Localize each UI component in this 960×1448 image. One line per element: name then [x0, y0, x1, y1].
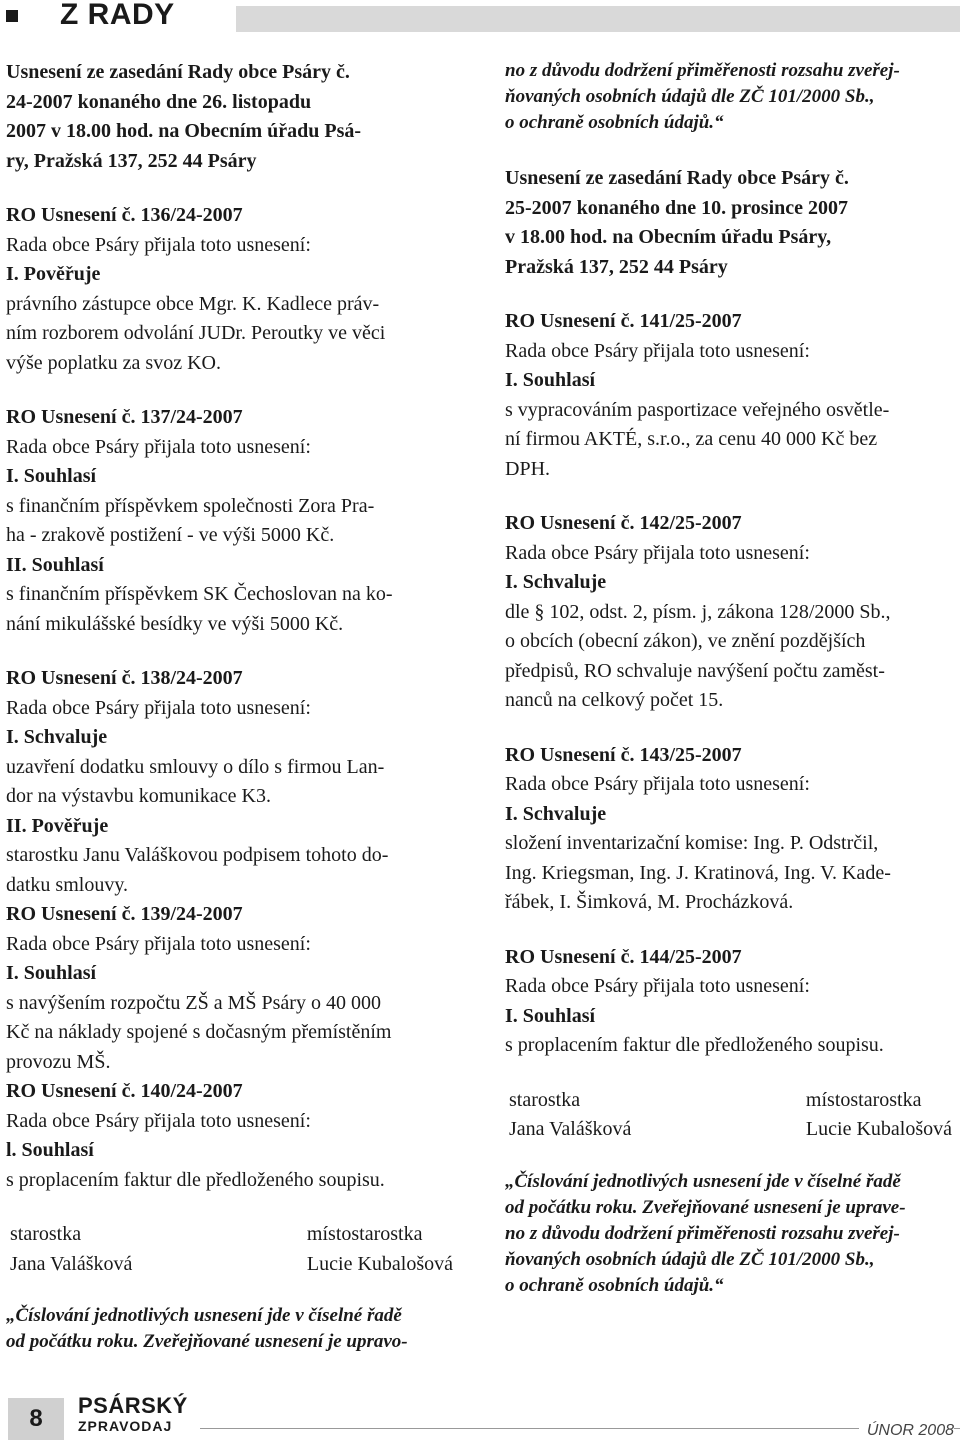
signature-deputy: [806, 1086, 952, 1145]
signature-role: starostka: [10, 1223, 82, 1245]
text-line: 2007 v 18.00 hod. na Obecním úřadu Psá-: [6, 120, 362, 142]
text-line: výše poplatku za svoz KO.: [6, 351, 221, 374]
numbering-note: [6, 1303, 461, 1355]
signature-mayor: [10, 1220, 132, 1279]
resolution-140: [6, 1077, 461, 1195]
text-line: s proplacením faktur dle předloženého soupisu.: [505, 1034, 884, 1056]
signature-role: starostka: [509, 1088, 581, 1111]
resolution-point-title: II. Pověřuje: [6, 814, 109, 837]
resolution-heading: RO Usnesení č. 143/25-2007: [505, 743, 742, 766]
resolution-point-title: I. Souhlasí: [6, 465, 97, 487]
text-line: s proplacením faktur dle předloženého soupisu.: [6, 1168, 385, 1191]
text-line: ní firmou AKTÉ, s.r.o., za cenu 40 000 Kč bez: [505, 428, 878, 450]
text-line: Usnesení ze zasedání Rady obce Psáry č.: [505, 167, 849, 189]
numbering-note: [505, 1169, 960, 1299]
section-header: [0, 0, 960, 40]
text-line: Ing. Kriegsman, Ing. J. Kratinová, Ing. V. Kade-: [505, 861, 891, 884]
text-line: ry, Pražská 137, 252 44 Psáry: [6, 149, 257, 172]
text-line: DPH.: [505, 457, 551, 480]
text-line: s finančním příspěvkem SK Čechoslovan na ko-: [6, 583, 393, 605]
text-line: „Číslování jednotlivých usnesení jde v číselné řadě: [505, 1170, 901, 1192]
footer-divider: [200, 1428, 960, 1429]
resolution-143: [505, 741, 960, 918]
resolution-intro: Rada obce Psáry přijala toto usnesení:: [505, 975, 810, 997]
resolution-139: [6, 900, 461, 1077]
text-line: předpisů, RO schvaluje navýšení počtu zaměst-: [505, 659, 885, 682]
resolution-144: [505, 943, 960, 1061]
text-line: v 18.00 hod. na Obecním úřadu Psáry,: [505, 226, 832, 248]
resolution-137: [6, 403, 461, 639]
resolution-141: [505, 307, 960, 484]
signature-role: místostarostka: [805, 1088, 922, 1111]
signature-name: Jana Valášková: [10, 1252, 133, 1275]
resolution-intro: Rada obce Psáry přijala toto usnesení:: [6, 932, 311, 955]
resolution-intro: Rada obce Psáry přijala toto usnesení:: [6, 233, 311, 256]
signature-role: místostarostka: [306, 1223, 423, 1245]
text-line: s navýšením rozpočtu ZŠ a MŠ Psáry o 40 000: [6, 991, 381, 1014]
resolution-point-title: I. Pověřuje: [6, 263, 101, 285]
text-line: dle § 102, odst. 2, písm. j, zákona 128/2000 Sb.,: [505, 600, 891, 623]
resolution-point-title: I. Souhlasí: [6, 962, 97, 984]
logo-line-2: ZPRAVODAJ: [78, 1418, 173, 1434]
resolution-heading: RO Usnesení č. 140/24-2007: [6, 1080, 243, 1102]
header-bar: [236, 6, 960, 32]
newsletter-logo: [78, 1394, 188, 1434]
resolution-heading: RO Usnesení č. 141/25-2007: [505, 310, 742, 332]
text-line: no z důvodu dodržení přiměřenosti rozsahu zveřej-: [505, 60, 900, 81]
resolution-heading: RO Usnesení č. 139/24-2007: [6, 903, 243, 925]
text-line: o obcích (obecní zákon), ve znění pozdějších: [505, 630, 866, 652]
text-line: s finančním příspěvkem společnosti Zora Pra-: [6, 494, 375, 517]
text-line: právního zástupce obce Mgr. K. Kadlece práv-: [6, 292, 380, 315]
resolution-142: [505, 509, 960, 716]
resolution-intro: Rada obce Psáry přijala toto usnesení:: [505, 773, 810, 795]
signature-block: [505, 1086, 960, 1145]
section-title: Z RADY: [60, 0, 175, 31]
resolution-intro: Rada obce Psáry přijala toto usnesení:: [505, 541, 810, 564]
header-square-marker: [6, 10, 18, 22]
text-line: ňovaných osobních údajů dle ZČ 101/2000 Sb.,: [505, 1248, 875, 1270]
numbering-note-continued: [505, 58, 960, 136]
text-line: o ochraně osobních údajů.“: [505, 1274, 724, 1296]
resolution-point-title: I. Schvaluje: [505, 571, 607, 593]
text-line: řábek, I. Šimková, M. Procházková.: [505, 891, 794, 913]
resolution-heading: RO Usnesení č. 138/24-2007: [6, 667, 243, 689]
right-column: [505, 58, 960, 1299]
resolution-heading: RO Usnesení č. 142/25-2007: [505, 512, 742, 534]
resolution-intro: Rada obce Psáry přijala toto usnesení:: [505, 339, 810, 362]
text-line: Kč na náklady spojené s dočasným přemístěním: [6, 1021, 392, 1043]
text-line: Pražská 137, 252 44 Psáry: [505, 255, 728, 278]
text-line: starostku Janu Valáškovou podpisem tohoto do-: [6, 844, 389, 866]
text-line: o ochraně osobních údajů.“: [505, 112, 724, 133]
signature-deputy: [307, 1220, 453, 1279]
text-line: datku smlouvy.: [6, 873, 129, 896]
text-line: od počátku roku. Zveřejňované usnesení je uprave-: [505, 1196, 906, 1218]
text-line: nání mikulášské besídky ve výši 5000 Kč.: [6, 612, 344, 635]
logo-line-1: PSÁRSKÝ: [78, 1393, 188, 1418]
resolution-point-title: I. Souhlasí: [505, 1004, 596, 1027]
text-line: ňovaných osobních údajů dle ZČ 101/2000 Sb.,: [505, 86, 875, 107]
signature-block: [6, 1220, 461, 1279]
issue-date: ÚNOR 2008: [859, 1422, 954, 1440]
signature-name: Lucie Kubalošová: [306, 1252, 453, 1275]
resolution-heading: RO Usnesení č. 136/24-2007: [6, 204, 243, 226]
text-line: ha - zrakově postižení - ve výši 5000 Kč.: [6, 524, 335, 546]
text-line: no z důvodu dodržení přiměřenosti rozsahu zveřej-: [505, 1222, 900, 1244]
text-line: od počátku roku. Zveřejňované usnesení je upravo-: [6, 1331, 408, 1352]
text-line: uzavření dodatku smlouvy o dílo s firmou Lan-: [6, 755, 385, 778]
text-line: 24-2007 konaného dne 26. listopadu: [6, 90, 312, 113]
resolution-heading: RO Usnesení č. 144/25-2007: [505, 945, 742, 968]
resolution-heading: RO Usnesení č. 137/24-2007: [6, 406, 243, 428]
text-line: ním rozborem odvolání JUDr. Peroutky ve věci: [6, 322, 386, 344]
resolution-point-title: II. Souhlasí: [6, 553, 104, 576]
resolution-point-title: I. Schvaluje: [505, 802, 607, 825]
resolution-intro: Rada obce Psáry přijala toto usnesení:: [6, 1109, 311, 1132]
text-line: nanců na celkový počet 15.: [505, 689, 724, 711]
text-line: složení inventarizační komise: Ing. P. Odstrčil,: [505, 832, 879, 854]
page-footer: [0, 1392, 960, 1448]
left-column: [6, 58, 461, 1355]
text-line: provozu MŠ.: [6, 1050, 111, 1073]
signature-name: Jana Valášková: [509, 1118, 632, 1140]
text-line: s vypracováním pasportizace veřejného osvětle-: [505, 398, 890, 421]
text-line: „Číslování jednotlivých usnesení jde v číselné řadě: [6, 1305, 402, 1326]
resolution-intro: Rada obce Psáry přijala toto usnesení:: [6, 696, 311, 719]
text-line: dor na výstavbu komunikace K3.: [6, 785, 271, 807]
resolution-point-title: I. Souhlasí: [505, 369, 596, 391]
signature-mayor: [509, 1086, 631, 1145]
page-number: 8: [8, 1398, 64, 1440]
resolution-intro: Rada obce Psáry přijala toto usnesení:: [6, 435, 311, 458]
resolution-136: [6, 201, 461, 378]
signature-name: Lucie Kubalošová: [805, 1118, 952, 1140]
text-line: 25-2007 konaného dne 10. prosince 2007: [505, 196, 849, 219]
meeting-heading: [6, 58, 461, 176]
resolution-point-title: l. Souhlasí: [6, 1139, 94, 1161]
resolution-point-title: I. Schvaluje: [6, 726, 108, 748]
resolution-138: [6, 664, 461, 900]
text-line: Usnesení ze zasedání Rady obce Psáry č.: [6, 61, 350, 83]
meeting-heading: [505, 164, 960, 282]
